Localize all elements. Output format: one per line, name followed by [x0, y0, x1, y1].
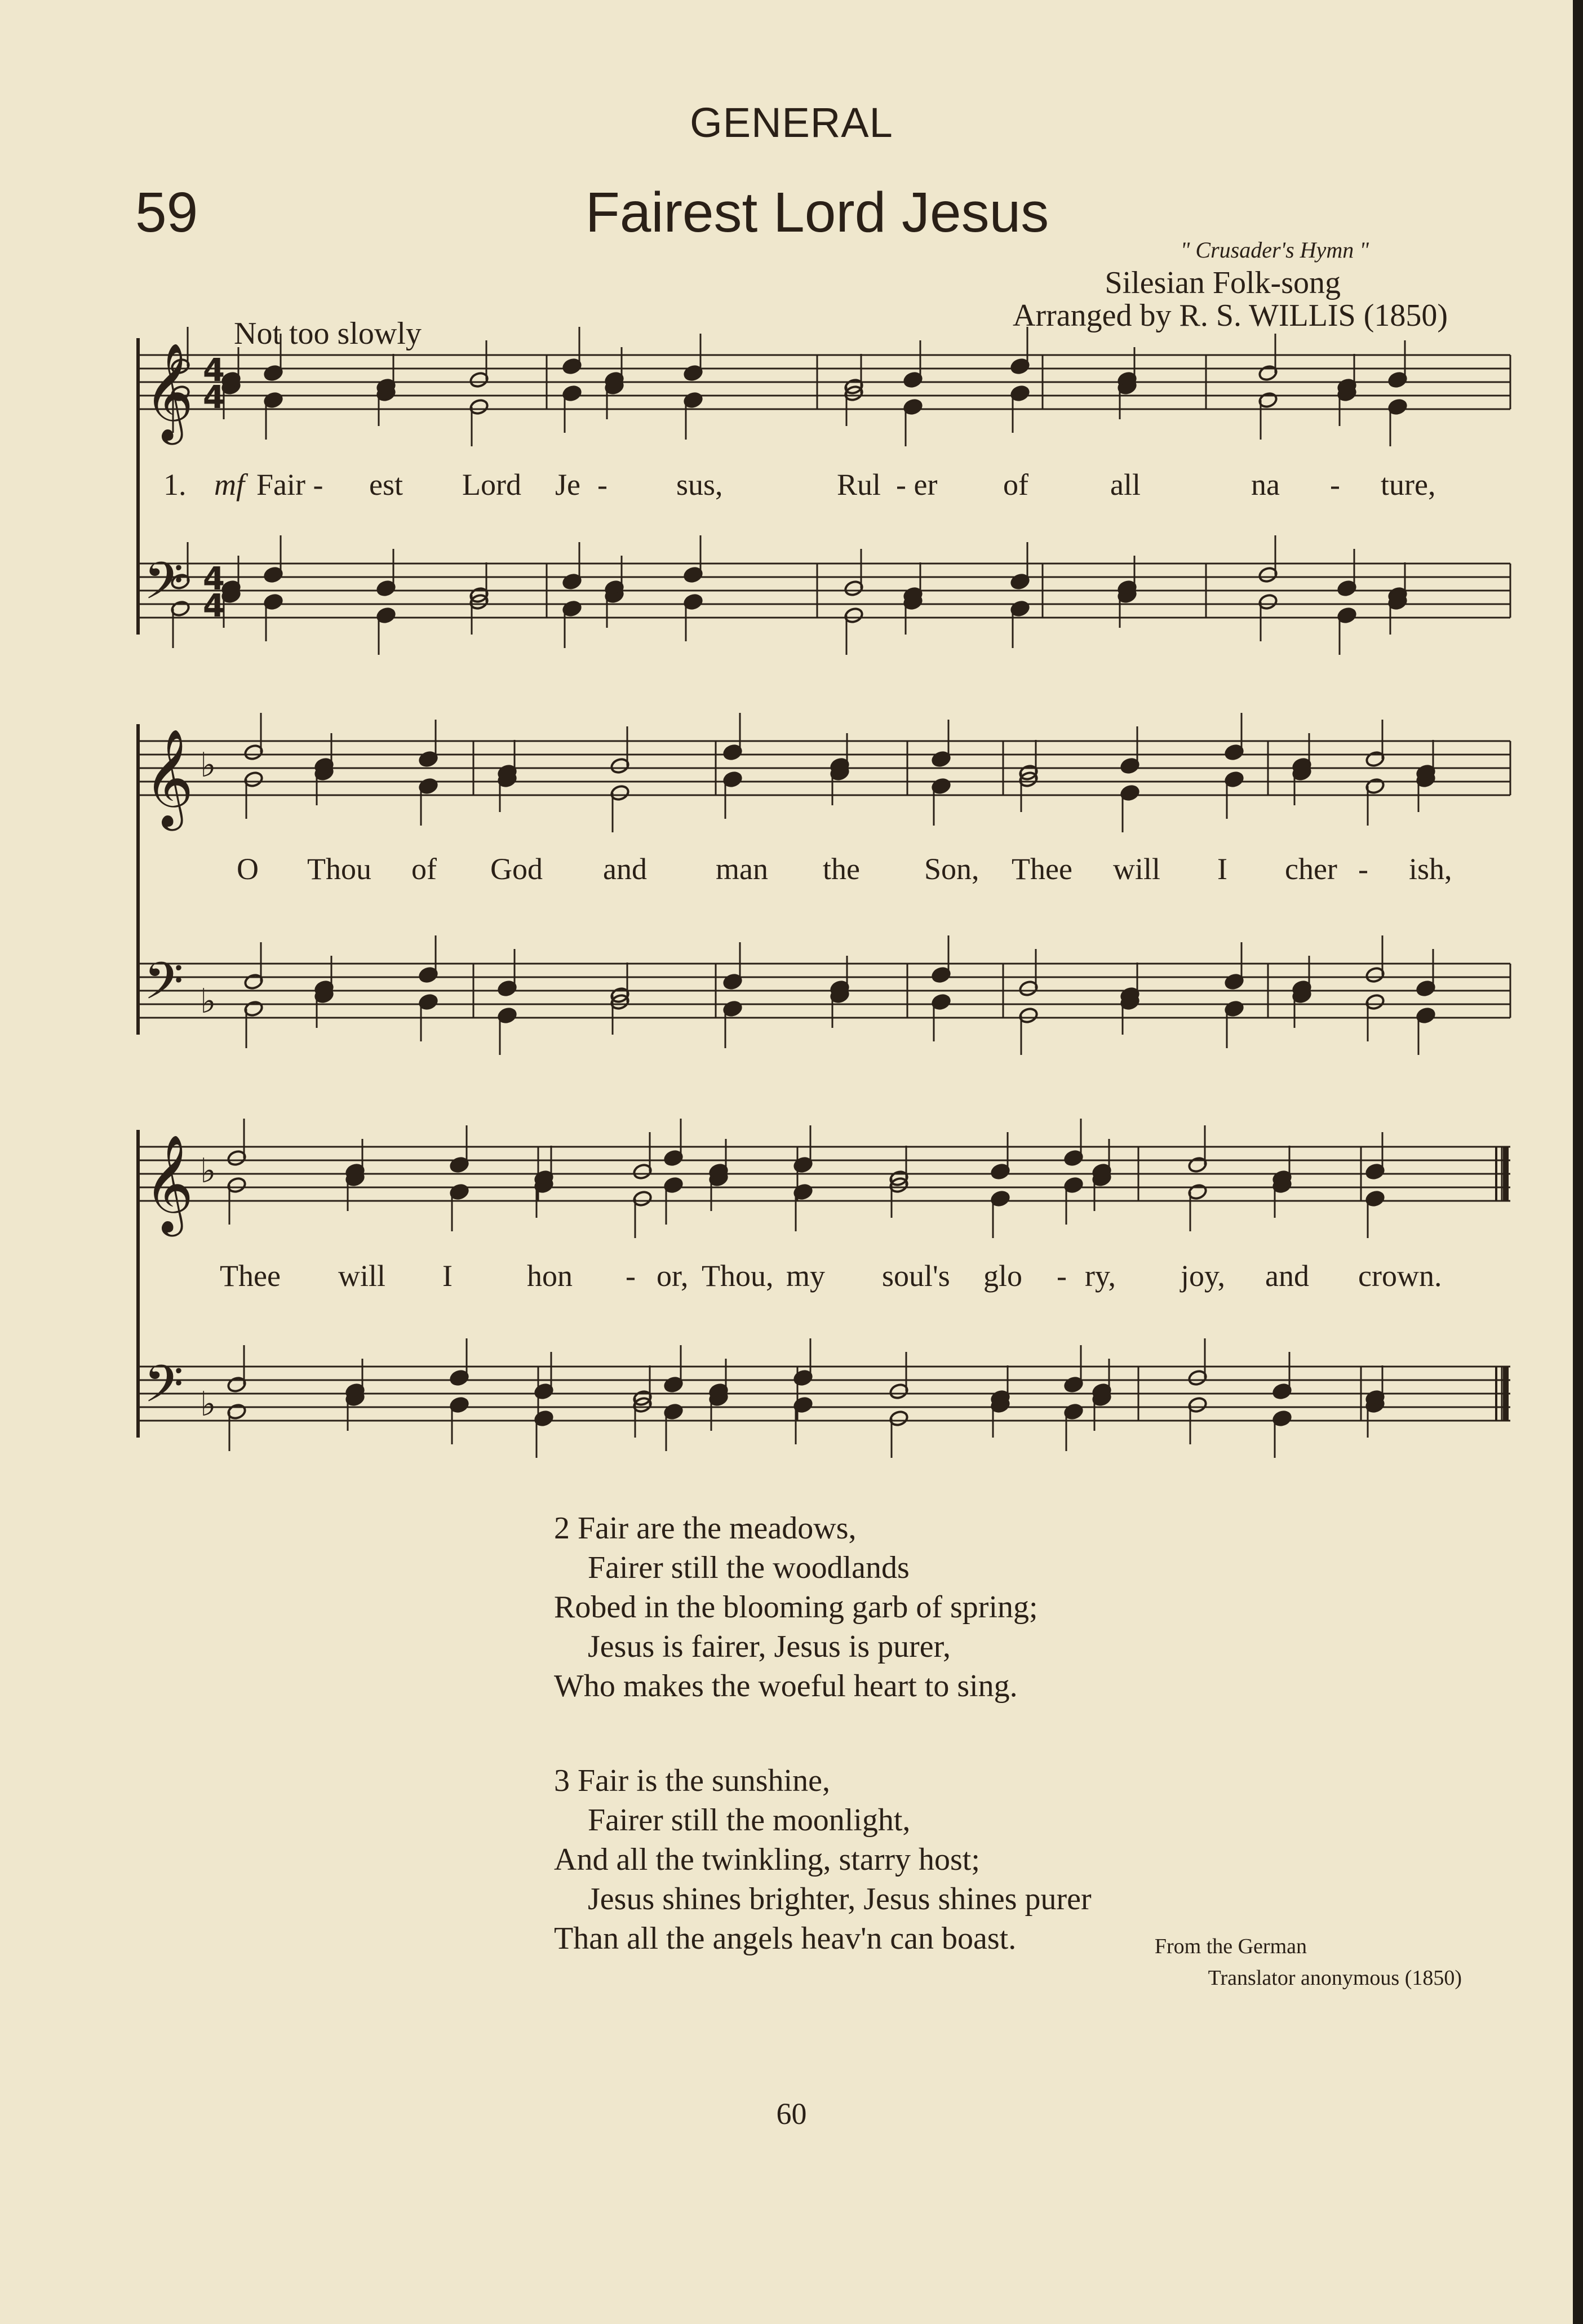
- lyric-syllable: hon: [527, 1259, 573, 1293]
- arranger-credit: Arranged by R. S. WILLIS (1850): [1013, 298, 1448, 333]
- page-number: 60: [776, 2097, 807, 2131]
- lyric-syllable: -: [1057, 1259, 1067, 1293]
- lyric-syllable: I: [442, 1259, 453, 1293]
- time-signature-icon: 4: [203, 352, 225, 389]
- lyric-syllable: Thou: [307, 852, 371, 886]
- translation-source: From the German: [1154, 1935, 1307, 1958]
- lyric-syllable: of: [1003, 468, 1028, 502]
- section-heading: GENERAL: [690, 99, 893, 146]
- bass-clef-icon: 𝄢: [144, 951, 184, 1023]
- lyric-syllable: will: [338, 1259, 386, 1293]
- lyric-syllable: Lord: [462, 468, 521, 502]
- lyric-syllable: soul's: [882, 1259, 950, 1293]
- translator-credit: Translator anonymous (1850): [1208, 1966, 1462, 1990]
- lyric-syllable: Je: [555, 468, 580, 502]
- flat-icon: ♭: [200, 1151, 216, 1191]
- time-signature-icon: 4: [203, 379, 225, 416]
- tune-name: " Crusader's Hymn ": [1180, 237, 1369, 263]
- lyric-syllable: ish,: [1409, 852, 1452, 886]
- verse-line: 2 Fair are the meadows,: [554, 1511, 857, 1546]
- lyric-syllable: O: [237, 852, 259, 886]
- lyric-syllable: Thee: [220, 1259, 281, 1293]
- verse-line: Fairer still the moonlight,: [588, 1803, 911, 1838]
- tempo-marking: Not too slowly: [234, 316, 422, 351]
- time-signature-icon: 4: [203, 588, 225, 624]
- time-signature-icon: 4: [203, 561, 225, 597]
- lyric-syllable: of: [411, 852, 437, 886]
- verse-line: Fairer still the woodlands: [588, 1550, 910, 1585]
- lyric-syllable: and: [603, 852, 647, 886]
- flat-icon: ♭: [200, 746, 216, 785]
- lyric-syllable: na: [1251, 468, 1280, 502]
- lyric-syllable: mf: [214, 468, 245, 502]
- bass-clef-icon: 𝄢: [144, 1354, 184, 1426]
- lyric-syllable: joy,: [1181, 1259, 1225, 1293]
- lyric-syllable: Rul: [837, 468, 881, 502]
- lyric-syllable: crown.: [1358, 1259, 1442, 1293]
- verse-line: 3 Fair is the sunshine,: [554, 1763, 830, 1798]
- lyric-syllable: ry,: [1085, 1259, 1116, 1293]
- lyric-syllable: 1.: [163, 468, 187, 502]
- bass-clef-icon: 𝄢: [144, 551, 184, 623]
- lyric-syllable: Son,: [924, 852, 979, 886]
- lyric-syllable: Thee: [1012, 852, 1072, 886]
- lyric-syllable: God: [490, 852, 543, 886]
- lyric-syllable: or,: [657, 1259, 689, 1293]
- verse-line: And all the twinkling, starry host;: [554, 1842, 980, 1877]
- lyric-syllable: - er: [896, 468, 938, 502]
- lyric-syllable: and: [1265, 1259, 1309, 1293]
- lyric-syllable: -: [1330, 468, 1340, 502]
- lyric-syllable: glo: [983, 1259, 1023, 1293]
- lyric-syllable: I: [1217, 852, 1227, 886]
- treble-clef-icon: 𝄞: [144, 729, 194, 827]
- lyric-syllable: man: [716, 852, 768, 886]
- lyric-syllable: all: [1110, 468, 1141, 502]
- lyric-syllable: the: [823, 852, 860, 886]
- flat-icon: ♭: [200, 1385, 216, 1424]
- clef-icons: [144, 343, 225, 1426]
- lyric-syllable: cher: [1285, 852, 1337, 886]
- lyric-syllable: Fair -: [256, 468, 323, 502]
- lyric-syllable: -: [597, 468, 608, 502]
- verse-line: Who makes the woeful heart to sing.: [554, 1669, 1018, 1704]
- lyric-syllable: Thou,: [702, 1259, 774, 1293]
- verse-line: Jesus shines brighter, Jesus shines purer: [588, 1882, 1092, 1917]
- music-source: Silesian Folk-song: [1105, 265, 1341, 300]
- hymn-number: 59: [135, 181, 198, 244]
- treble-clef-icon: 𝄞: [144, 1134, 194, 1232]
- lyric-syllable: will: [1113, 852, 1161, 886]
- lyric-syllable: my: [786, 1259, 826, 1293]
- verse-line: Than all the angels heav'n can boast.: [554, 1921, 1017, 1956]
- lyric-syllable: -: [626, 1259, 636, 1293]
- verse-line: Robed in the blooming garb of spring;: [554, 1590, 1038, 1625]
- flat-icon: ♭: [200, 982, 216, 1021]
- lyric-syllable: sus,: [676, 468, 723, 502]
- verse-line: Jesus is fairer, Jesus is purer,: [588, 1629, 951, 1664]
- lyric-syllable: est: [369, 468, 403, 502]
- treble-clef-icon: 𝄞: [144, 343, 194, 441]
- lyric-syllable: ture,: [1381, 468, 1436, 502]
- hymn-title: Fairest Lord Jesus: [585, 181, 1049, 244]
- lyric-syllable: -: [1358, 852, 1368, 886]
